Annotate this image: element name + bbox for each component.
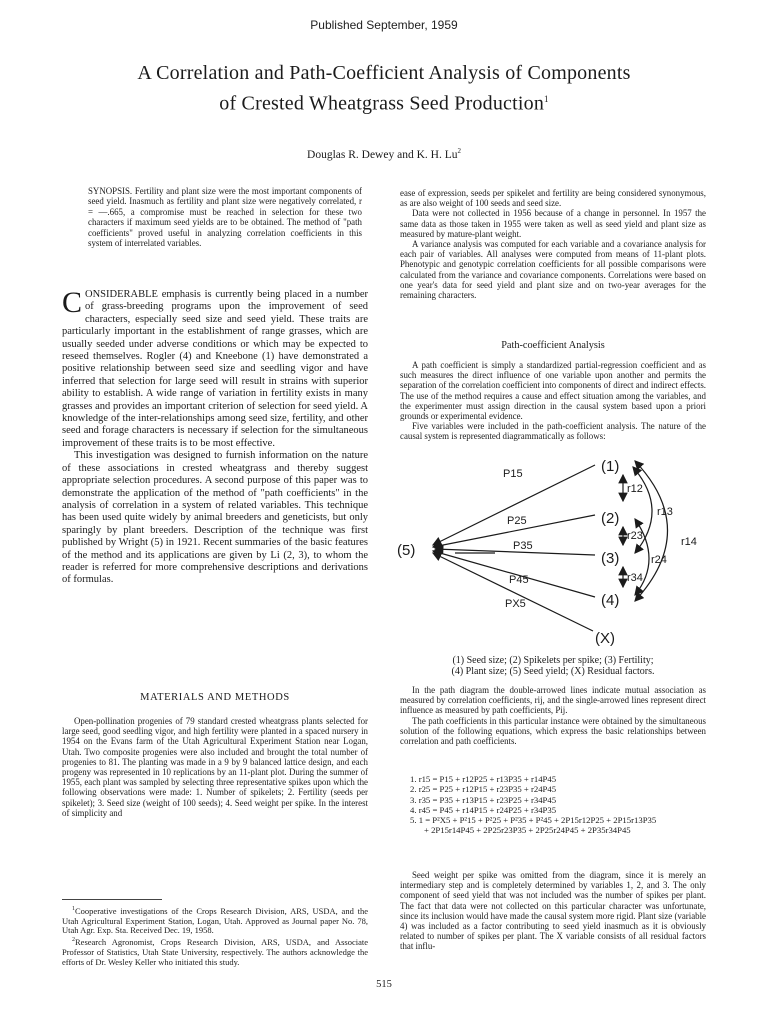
equation-1: 1. r15 = P15 + r12P25 + r13P35 + r14P45	[410, 774, 557, 784]
right-paragraph-3: A variance analysis was computed for each variable and a covariance analysis for each pair of variables. All analyses were computed from means of 11-plant plots. Phenotypic and genotypic correlation coefficients for all possible comparisons were calculated from the variance and covariance components. Correlations were based on one year's data for seed yield and plant size and on two-year averages for the remaining characters.	[400, 239, 706, 301]
right-column-top	[400, 188, 706, 300]
label-r34: r34	[627, 572, 643, 584]
materials-paragraph: Open-pollination progenies of 79 standard crested wheatgrass plants selected for large seed, good seedling vigor, and high fertility were planted in a spaced nursery in 1954 on the Evans farm of the Utah Agricultural Experiment Station near Logan, Utah. Two composite progenies were also included and brought the total number of progenies to 81. The planting was made in a 9 by 9 balanced lattice design, and each progeny was represented in 10 replications by an 11-plant plot. During the summer of 1955, each plant was sampled by selecting three representative spikes upon which the following observations were made: 1. Number of spikelets; 2. Fertility (seeds per spikelet); 3. Seed size (weight of 100 seeds); 4. Seed weight per spike. In the interest of simplicity and	[62, 716, 368, 818]
equation-3: 3. r35 = P35 + r13P15 + r23P25 + r34P45	[410, 794, 557, 805]
node-5: (5)	[397, 542, 416, 559]
caption-line-1: (1) Seed size; (2) Spikelets per spike; (3) Fertility;	[452, 655, 654, 666]
author-conjunction: and	[397, 148, 414, 161]
right-paragraph-1: ease of expression, seeds per spikelet and fertility are being considered synonymous, as are also weight of 100 seeds and seed size.	[400, 188, 706, 209]
label-p35: P35	[513, 540, 533, 552]
label-r23: r23	[627, 530, 643, 542]
diagram-caption	[400, 655, 706, 677]
equation-2: 2. r25 = P25 + r12P15 + r23P35 + r24P45	[410, 784, 557, 795]
footnote-2-mark: 2	[72, 937, 75, 944]
node-1: (1)	[601, 458, 620, 475]
node-3: (3)	[601, 550, 620, 567]
label-r14: r14	[681, 536, 697, 548]
materials-heading: MATERIALS AND METHODS	[140, 692, 290, 703]
synopsis: SYNOPSIS. Fertility and plant size were the most important components of seed yield. Inasmuch as fertility and plant size were negatively correlated, r = —.665, a compromise must be reached in selection for these two characters if maximum seed yields are to be obtained. The method of "path coefficients" proved useful in analyzing correlation coefficients in this system of interrelated variables.	[88, 186, 362, 249]
seed-weight-text	[400, 870, 706, 952]
label-px5: PX5	[505, 598, 526, 610]
footnote-1-text: Cooperative investigations of the Crops Research Division, ARS, USDA, and the Utah Agricultural Experiment Station, Logan, Utah. Approved as Journal paper No. 78, Utah Agr. Exp. Sta. Received Dec. 19, 1958.	[62, 905, 368, 936]
label-p25: P25	[507, 515, 527, 527]
article-title	[60, 60, 708, 117]
footnote-2-text: Research Agronomist, Crops Research Division, ARS, USDA, and Associate Professor of Statistics, Utah State University, respectively. The authors acknowledge the efforts of Dr. Wesley Keller who initiated this study.	[62, 937, 368, 967]
path-diagram	[395, 435, 705, 650]
node-2: (2)	[601, 510, 620, 527]
label-r12: r12	[627, 483, 643, 495]
footnote-divider	[62, 899, 162, 900]
footnote-1	[62, 905, 368, 936]
author-line	[0, 147, 768, 161]
author-footnote-mark: 2	[457, 147, 461, 155]
explanation-paragraph-1: In the path diagram the double-arrowed lines indicate mutual association as measured by correlation coefficients, rij, and the single-arrowed lines represent direct influence as measured by path coefficients, Pij.	[400, 685, 706, 716]
path-coefficient-text	[400, 360, 706, 442]
footnotes	[62, 905, 368, 967]
author-2: K. H. Lu	[416, 148, 458, 161]
equation-5-continued: + 2P15r14P45 + 2P25r23P35 + 2P25r24P45 + 2P35r34P45	[424, 825, 631, 836]
title-line-2-text: of Crested Wheatgrass Seed Production	[219, 92, 545, 115]
path-arrow-x-5	[433, 553, 593, 631]
title-footnote-mark: 1	[544, 94, 549, 104]
node-x: (X)	[595, 630, 615, 647]
seed-weight-paragraph: Seed weight per spike was omitted from the diagram, since it is merely an intermediary step and is completely determined by variables 1, 2, and 3. The only component of seed yield that was not included was the number of spikes per plant. The fact that data were not collected on this particular character was unfortunate, since its inclusion would have made the causal system more rigid. Plant size (variable 4) was included as a factor contributing to seed yield inasmuch as it is obviously related to number of spikes per plant. The X variable consists of all residual factors that influ-	[400, 870, 706, 952]
materials-text	[62, 716, 368, 818]
footnote-2	[62, 936, 368, 967]
introduction	[62, 286, 368, 587]
title-line-1: A Correlation and Path-Coefficient Analysis of Components	[137, 62, 631, 84]
label-p45: P45	[509, 574, 529, 586]
node-4: (4)	[601, 592, 620, 609]
label-p15: P15	[503, 468, 523, 480]
intro-paragraph-1	[62, 286, 368, 450]
intro-paragraph-1-text: ONSIDERABLE emphasis is currently being placed in a number of grass-breeding programs upon the improvement of seed characters, especially seed size and seed yield. These traits are particularly important in the establishment of range grasses, which are usually seeded under adverse conditions or which may be expected to reseed themselves. Rogler (4) and Kneebone (1) have demonstrated a positive relationship between seed size and seedling vigor and have inferred that selection for large seed will result in strains with superior ability to establish. A wide range of variation in fertility exists in many grasses and provides an important criterion of selection for seed yield. A knowledge of the inter-relationships among seed size, fertility, and other seed and forage characters is necessary if selection for the simultaneous improvement of these traits is to be most effective.	[62, 289, 368, 449]
author-1: Douglas R. Dewey	[307, 148, 395, 161]
path-paragraph-1: A path coefficient is simply a standardized partial-regression coefficient and as such measures the direct influence of one variable upon another and permits the separation of the correlation coefficient into components of direct and indirect effects. The use of the method requires a cause and effect situation among the variables, and the experimenter must assign direction in the causal system based upon a priori grounds or experimental evidence.	[400, 360, 706, 422]
diagram-explanation	[400, 685, 706, 746]
publication-date-banner: Published September, 1959	[310, 18, 458, 32]
explanation-paragraph-2: The path coefficients in this particular instance were obtained by the simultaneous solution of the following equations, which express the basic relationships between correlation and path coefficients.	[400, 715, 706, 747]
caption-line-2: (4) Plant size; (5) Seed yield; (X) Residual factors.	[451, 666, 655, 677]
label-r24: r24	[651, 554, 667, 566]
title-line-2	[60, 86, 708, 117]
equation-4: 4. r45 = P45 + r14P15 + r24P25 + r34P35	[410, 804, 557, 815]
right-paragraph-2: Data were not collected in 1956 because of a change in personnel. In 1957 the same data as those taken in 1955 were taken as well as seed yield and plant size as measured by mature-plant weight.	[400, 208, 706, 239]
equation-5: 5. 1 = P²X5 + P²15 + P²25 + P²35 + P²45 + 2P15r12P25 + 2P15r13P35	[410, 815, 657, 826]
page-number: 515	[376, 979, 392, 990]
path-paragraph-2: Five variables were included in the path-coefficient analysis. The nature of the causal system is represented diagrammatically as follows:	[400, 421, 706, 442]
equation-list	[410, 774, 706, 836]
label-r13: r13	[657, 506, 673, 518]
intro-paragraph-2: This investigation was designed to furnish information on the nature of these associations in crested wheatgrass and thereby suggest appropriate selection procedures. A second purpose of this paper was to demonstrate the application of the method of "path coefficients" in the analysis of correlation in a system of related variables. This technique has been used quite widely by animal breeders and geneticists, but only sparingly by plant breeders. Description of the technique was first published by Wright (5) in 1921. Recent summaries of the basic features of the method and its applications are given by Li (2, 3), to whom the reader is referred for more comprehensive descriptions and derivations of formulas.	[62, 450, 368, 586]
drop-cap: C	[62, 286, 83, 319]
path-coefficient-heading: Path-coefficient Analysis	[501, 340, 605, 351]
footnote-1-mark: 1	[72, 906, 75, 912]
